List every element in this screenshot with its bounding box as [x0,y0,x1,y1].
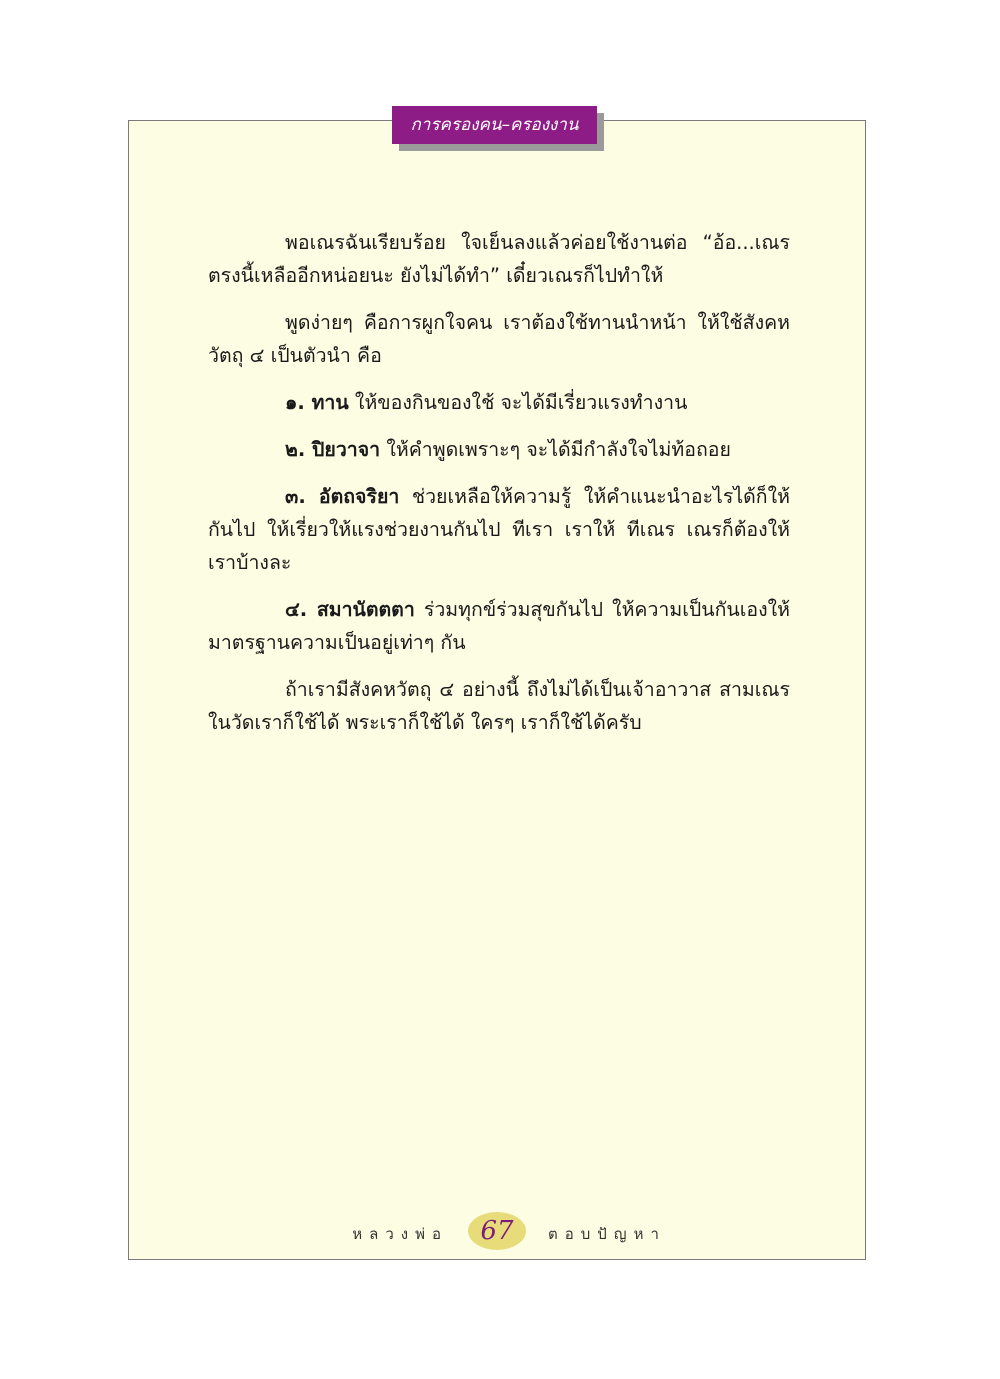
chapter-header: การครองคน–ครองงาน [392,106,597,144]
body-text [208,226,790,753]
list-item-term: ๑. ทาน [285,391,349,414]
list-item-term: ๒. ปิยวาจา [285,438,381,461]
footer-book-title-left: หลวงพ่อ [352,1225,448,1243]
list-item-text: ร่วมทุกข์ร่วมสุขกันไป ให้ความเป็นกันเองให้มาตรฐานความเป็นอยู่เท่าๆ กัน [208,598,791,654]
paragraph-2 [208,306,790,372]
list-item-samanattata [208,593,790,659]
paragraph-text: พูดง่ายๆ คือการผูกใจคน เราต้องใช้ทานนำหน้า ให้ใช้สังคหวัตถุ ๔ เป็นตัวนำ คือ [208,311,790,367]
page-number: 67 [468,1212,526,1250]
list-item-text: ช่วยเหลือให้ความรู้ ให้คำแนะนำอะไรได้ก็ให้กันไป ให้เรี่ยวให้แรงช่วยงานกันไป ทีเรา เราให้ ทีเณร เณรก็ต้องให้เราบ้างละ [208,485,790,574]
paragraph-text: ถ้าเรามีสังคหวัตถุ ๔ อย่างนี้ ถึงไม่ได้เป็นเจ้าอาวาส สามเณรในวัดเราก็ใช้ได้ พระเราก็ใช้ได้ ใครๆ เราก็ใช้ได้ครับ [208,678,790,734]
list-item-term: ๔. สมานัตตตา [285,598,415,621]
footer-book-title-right: ตอบปัญหา [548,1225,666,1243]
list-item-term: ๓. อัตถจริยา [285,485,400,508]
list-item-text: ให้คำพูดเพราะๆ จะได้มีกำลังใจไม่ท้อถอย [380,438,731,461]
list-item-piyavaca [208,433,790,466]
page-footer [128,1212,866,1252]
list-item-text: ให้ของกินของใช้ จะได้มีเรี่ยวแรงทำงาน [348,391,688,414]
paragraph-text: พอเณรฉันเรียบร้อย ใจเย็นลงแล้วค่อยใช้งานต่อ “อ้อ...เณรตรงนี้เหลืออีกหน่อยนะ ยังไม่ได้ทำ” เดี๋ยวเณรก็ไปทำให้ [208,231,790,287]
list-item-dana [208,386,790,419]
list-item-atthacariya [208,480,790,579]
paragraph-1 [208,226,790,292]
paragraph-conclusion [208,673,790,739]
